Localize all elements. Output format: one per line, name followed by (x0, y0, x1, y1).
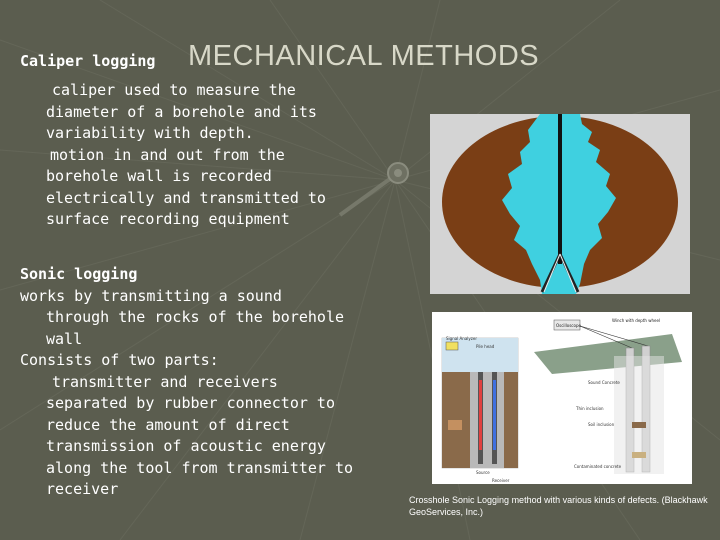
label-winch: Winch with depth wheel (612, 318, 661, 323)
text-line: works by transmitting a sound (20, 286, 282, 305)
text-line: through the rocks of the borehole (46, 308, 345, 326)
text-line: variability with depth. (46, 124, 254, 142)
text-line: reduce the amount of direct (46, 415, 290, 434)
text-line: surface recording equipment (46, 210, 290, 228)
text-line: wall (46, 329, 83, 348)
sonic-logging-heading: Sonic logging (20, 265, 138, 283)
label-oscilloscope: Oscilloscope (556, 323, 581, 328)
label-soil-inclusion: Soil inclusion (588, 422, 615, 427)
caliper-text (20, 80, 326, 231)
caliper-logging-heading: Caliper logging (20, 52, 156, 70)
text-line: separated by rubber connector to (46, 394, 335, 412)
crosshole-sonic-figure (432, 312, 692, 484)
label-sound-concrete: Sound Concrete (588, 380, 620, 385)
text-line: transmitter and receivers (52, 372, 278, 391)
caliper-borehole-figure (430, 114, 690, 294)
text-line: along the tool from transmitter to (46, 458, 354, 477)
text-line: motion in and out from the (50, 145, 285, 164)
text-line: borehole wall is recorded (46, 167, 272, 185)
figure-caption: Crosshole Sonic Logging method with various kinds of defects. (Blackhawk GeoServices, Inc.) (409, 495, 708, 517)
sonic-text (20, 264, 353, 501)
text-line: transmission of acoustic energy (46, 437, 326, 455)
text-line: caliper used to measure the (52, 81, 296, 99)
label-receiver: Receiver (492, 478, 510, 483)
text-line: electrically and transmitted to (46, 188, 326, 207)
label-pile-head: Pile head (476, 344, 495, 349)
title-row (20, 40, 710, 80)
text-line: Consists of two parts: (20, 351, 219, 369)
label-source: Source (476, 470, 490, 475)
label-thin-inclusion: Thin inclusion (576, 406, 604, 411)
text-line: diameter of a borehole and its (46, 102, 317, 121)
text-line: receiver (46, 480, 119, 498)
label-contaminated: Contaminated concrete (574, 464, 622, 469)
slide-title: MECHANICAL METHODS (188, 40, 540, 72)
label-signal-analyzer: Signal Analyzer (446, 336, 477, 341)
